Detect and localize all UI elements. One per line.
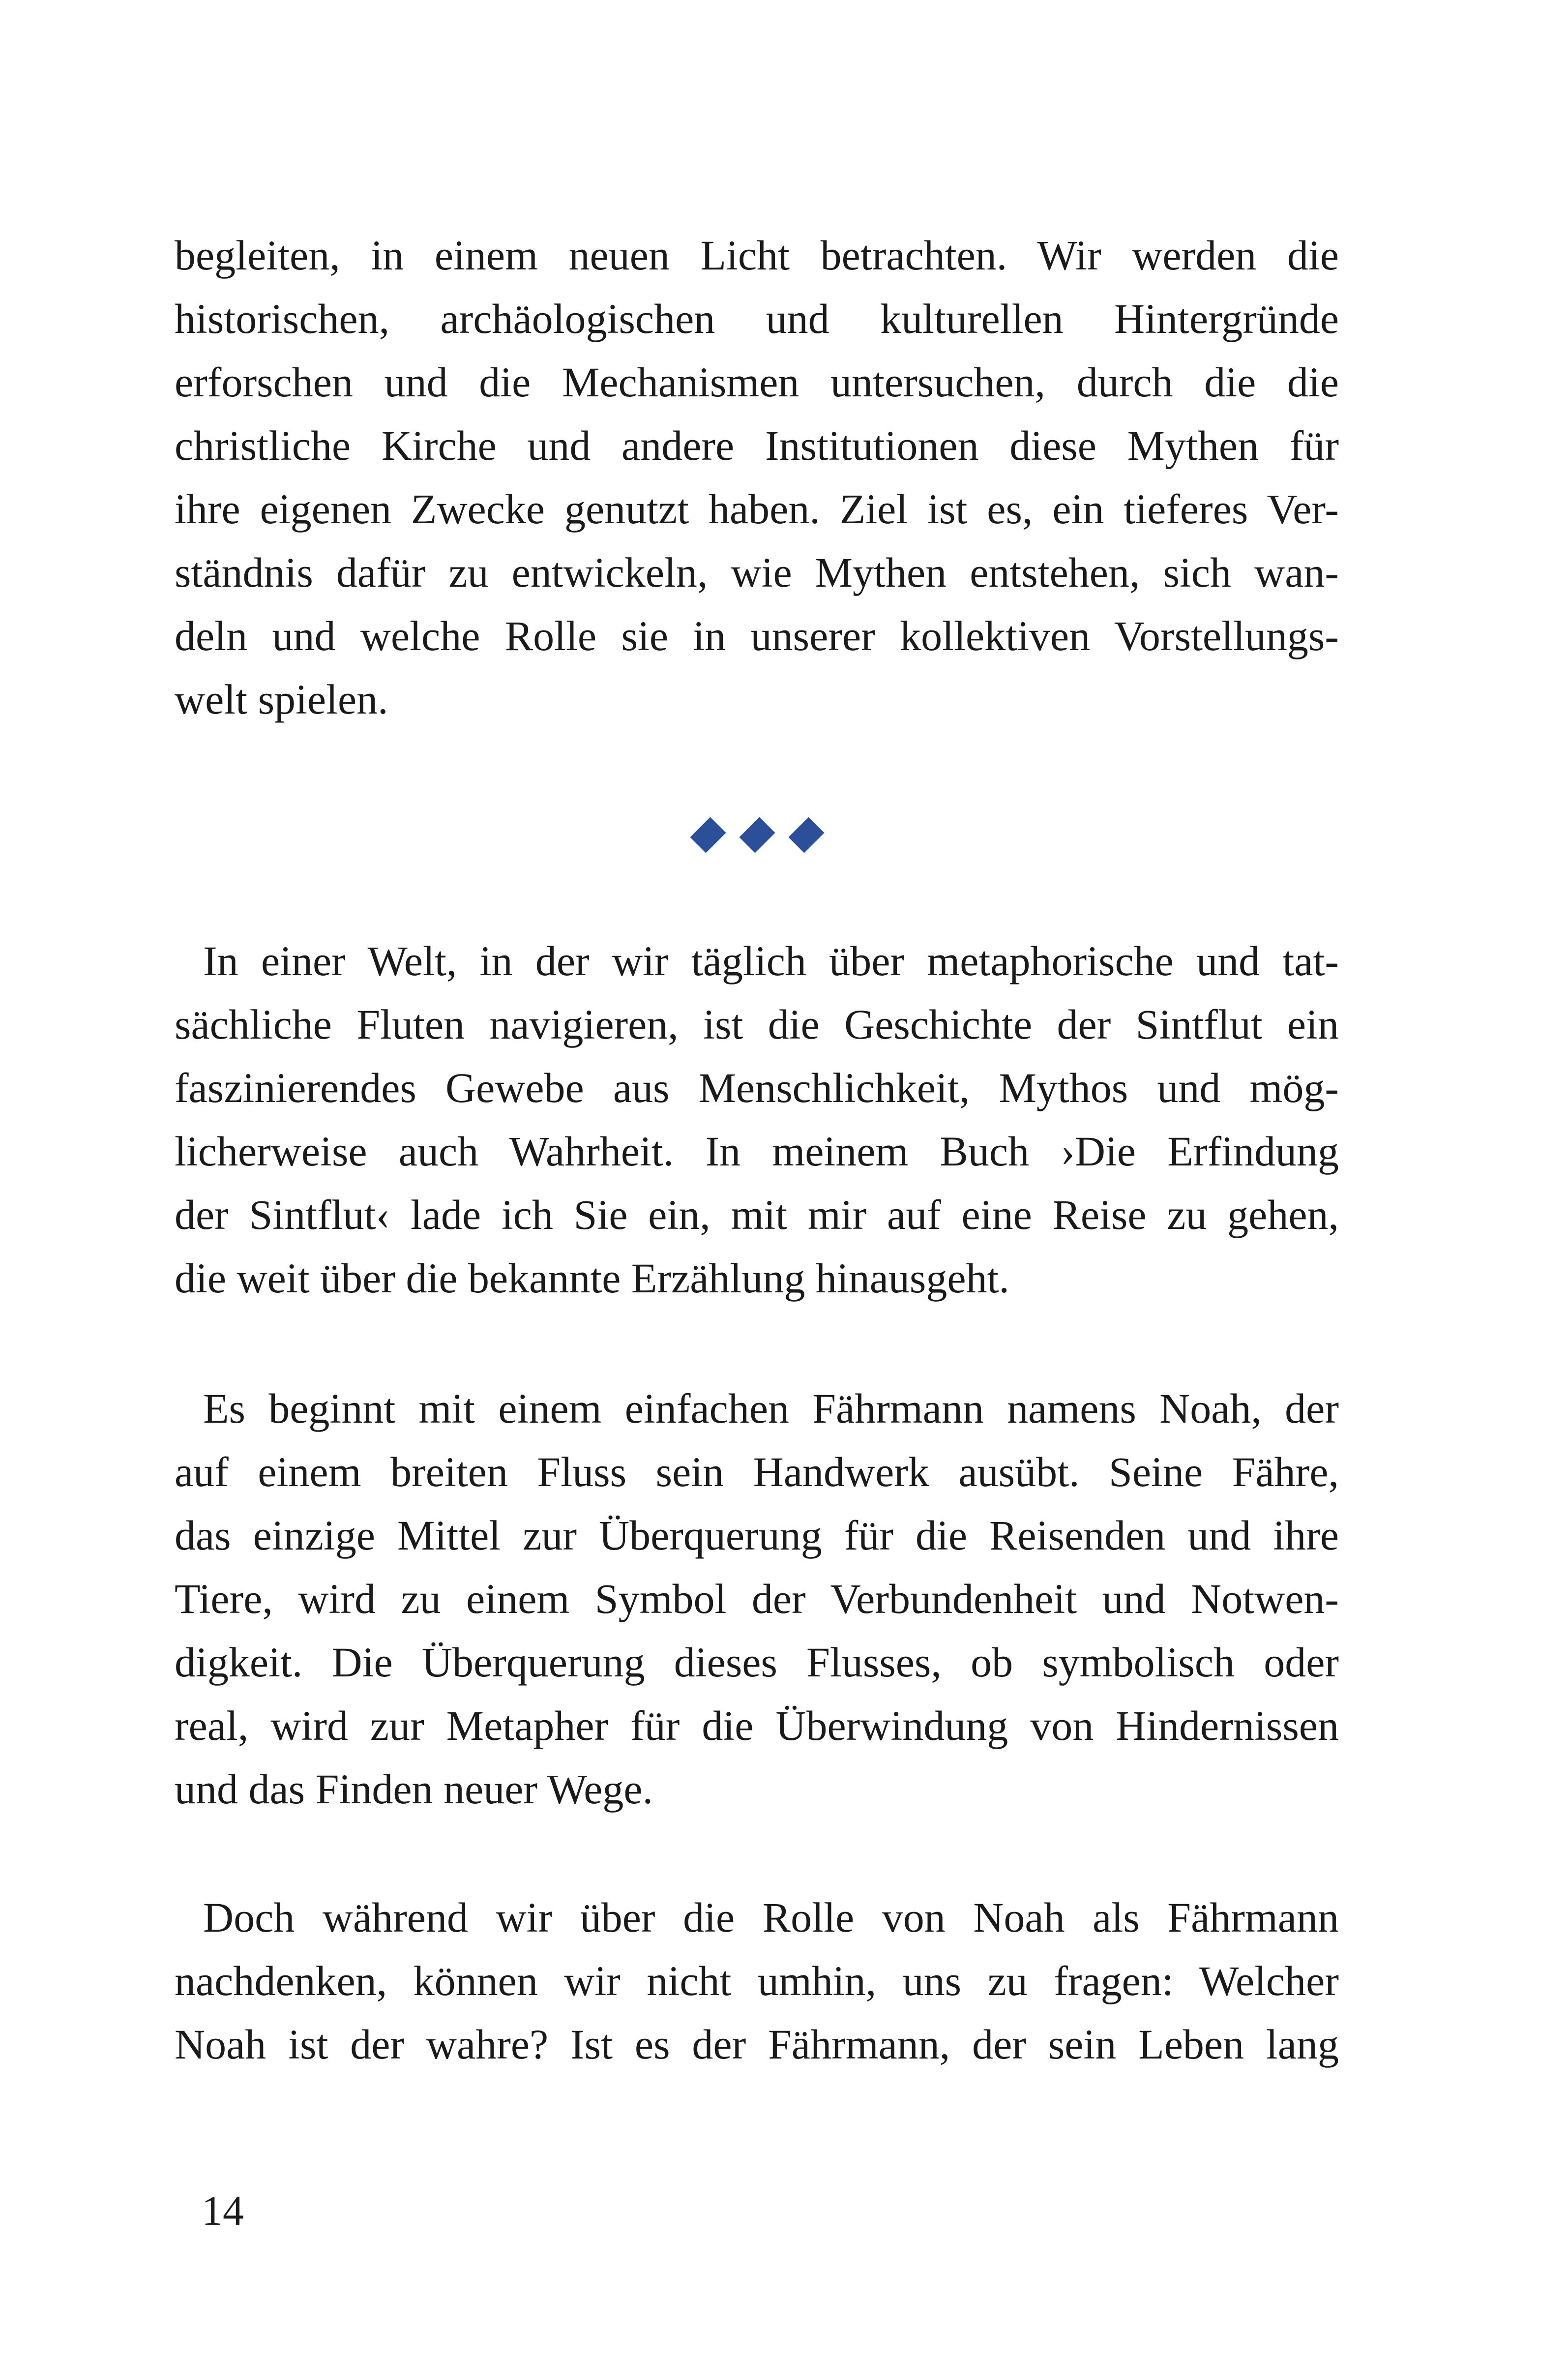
paragraph-4 bbox=[175, 1886, 1339, 2076]
text-line: historischen, archäologischen und kulturellen Hintergründe bbox=[175, 295, 1339, 342]
text-line: faszinierendes Gewebe aus Menschlichkeit, Mythos und mög- bbox=[175, 1064, 1339, 1111]
three-diamonds-icon bbox=[679, 810, 836, 860]
text-line: real, wird zur Metapher für die Überwindung von Hindernissen bbox=[175, 1702, 1339, 1749]
text-line: das einzige Mittel zur Überquerung für die Reisenden und ihre bbox=[175, 1512, 1339, 1559]
text-line: die weit über die bekannte Erzählung hinausgeht. bbox=[175, 1254, 1009, 1302]
text-line: ihre eigenen Zwecke genutzt haben. Ziel ist es, ein tieferes Ver- bbox=[175, 485, 1339, 533]
text-line: Noah ist der wahre? Ist es der Fährmann, der sein Leben lang bbox=[175, 2021, 1339, 2068]
paragraph-3 bbox=[175, 1377, 1339, 1821]
text-line: nachdenken, können wir nicht umhin, uns zu fragen: Welcher bbox=[175, 1957, 1339, 2004]
diamond-icon bbox=[739, 817, 775, 853]
text-line: Doch während wir über die Rolle von Noah als Fährmann bbox=[203, 1894, 1339, 1941]
diamond-icon bbox=[788, 817, 824, 853]
text-line: auf einem breiten Fluss sein Handwerk ausübt. Seine Fähre, bbox=[175, 1448, 1339, 1495]
text-line: Tiere, wird zu einem Symbol der Verbundenheit und Notwen- bbox=[175, 1575, 1339, 1622]
paragraph-2 bbox=[175, 929, 1339, 1310]
text-line: ständnis dafür zu entwickeln, wie Mythen entstehen, sich wan- bbox=[175, 549, 1339, 596]
paragraph-1 bbox=[175, 224, 1339, 731]
diamond-icon bbox=[690, 817, 726, 853]
text-line: licherweise auch Wahrheit. In meinem Buch ›Die Erfindung bbox=[175, 1128, 1339, 1175]
text-line: Es beginnt mit einem einfachen Fährmann namens Noah, der bbox=[203, 1385, 1339, 1432]
text-line: der Sintflut‹ lade ich Sie ein, mit mir auf eine Reise zu gehen, bbox=[175, 1191, 1339, 1238]
text-line: erforschen und die Mechanismen untersuchen, durch die die bbox=[175, 358, 1339, 406]
page-number: 14 bbox=[202, 2187, 244, 2234]
text-line: welt spielen. bbox=[175, 676, 388, 723]
text-line: digkeit. Die Überquerung dieses Flusses, ob symbolisch oder bbox=[175, 1639, 1339, 1686]
text-line: sächliche Fluten navigieren, ist die Geschichte der Sintflut ein bbox=[175, 1001, 1339, 1048]
text-line: In einer Welt, in der wir täglich über metaphorische und tat- bbox=[203, 937, 1339, 985]
text-line: und das Finden neuer Wege. bbox=[175, 1765, 653, 1813]
text-line: deln und welche Rolle sie in unserer kollektiven Vorstellungs- bbox=[175, 612, 1339, 659]
text-line: christliche Kirche und andere Institutionen diese Mythen für bbox=[175, 422, 1339, 469]
text-line: begleiten, in einem neuen Licht betrachten. Wir werden die bbox=[175, 232, 1339, 279]
